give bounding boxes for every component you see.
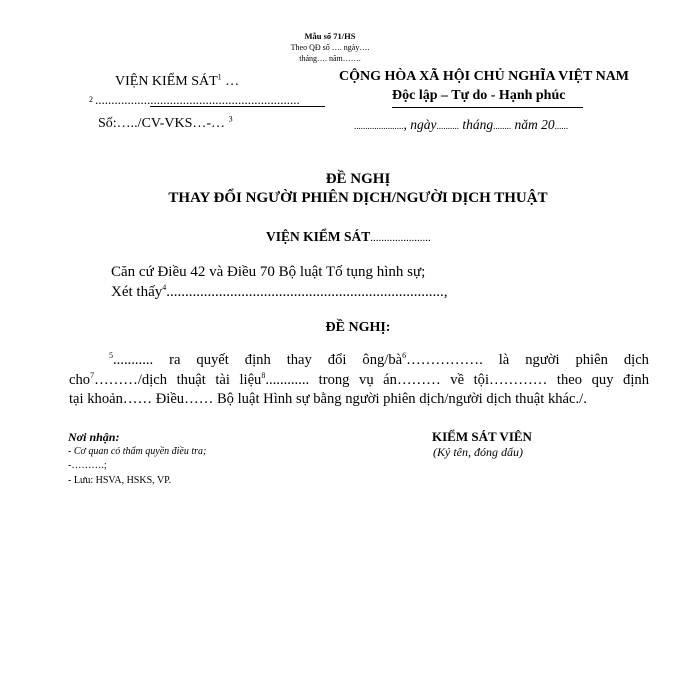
- whereas-dots: ..........................................................................,: [166, 284, 448, 300]
- recipient-item: - Cơ quan có thẩm quyền điều tra;: [68, 446, 207, 457]
- footnote-marker-5: 5: [109, 351, 113, 361]
- footnote-marker-7: 7: [90, 370, 95, 380]
- month-dots: ........: [493, 121, 512, 131]
- place-date-line: [354, 117, 568, 133]
- document-title: THAY ĐỔI NGƯỜI PHIÊN DỊCH/NGƯỜI DỊCH THUẬT: [168, 190, 548, 206]
- addressee-dots: ......................: [370, 232, 431, 244]
- form-basis-line1: Theo QĐ số …. ngày….: [290, 43, 370, 52]
- footnote-marker-4: 4: [162, 283, 167, 292]
- request-line-2-part-a: cho: [69, 371, 91, 388]
- legal-basis: Căn cứ Điều 42 và Điều 70 Bộ luật Tố tụng hình sự;: [111, 264, 426, 280]
- signer-title: KIỂM SÁT VIÊN: [432, 429, 532, 444]
- document-number: [98, 116, 233, 132]
- sub-agency-dots: ...............................................................: [95, 92, 300, 107]
- month-label: tháng: [459, 117, 494, 132]
- footnote-marker-6: 6: [402, 351, 407, 361]
- motto-underline: [392, 107, 583, 108]
- request-line-3: tại khoản…… Điều…… Bộ luật Hình sự bằng người phiên dịch/người dịch thuật khác./.: [69, 391, 587, 407]
- sub-agency-underline: [150, 106, 325, 107]
- document-number-text: Số:…../CV-VKS…-…: [98, 116, 226, 131]
- request-line-2-part-b: ………/dịch thuật tài liệu: [94, 371, 262, 388]
- recipient-item: -……….;: [68, 460, 107, 471]
- signature-note: (Ký tên, đóng dấu): [433, 445, 523, 459]
- request-heading: ĐỀ NGHỊ:: [325, 320, 391, 335]
- day-dots: ..........: [436, 121, 459, 131]
- footnote-marker-8: 8: [261, 370, 266, 380]
- form-number: Mẫu số 71/HS: [304, 31, 356, 41]
- request-line-1: [69, 351, 649, 371]
- addressee-label: VIỆN KIỂM SÁT: [266, 229, 371, 244]
- place-dots: ......................: [354, 121, 404, 131]
- national-motto: Độc lập – Tự do - Hạnh phúc: [392, 88, 566, 103]
- footnote-marker-1: 1: [217, 72, 222, 82]
- whereas-label: Xét thấy: [111, 284, 163, 300]
- recipient-item: - Lưu: HSVA, HSKS, VP.: [68, 475, 172, 486]
- request-line-1-part-b: ……………. là người phiên dịch: [406, 352, 649, 368]
- footnote-marker-3: 3: [228, 114, 233, 124]
- request-line-2: [69, 371, 649, 391]
- form-basis-line2: tháng…. năm…….: [299, 54, 361, 63]
- national-title: CỘNG HÒA XÃ HỘI CHỦ NGHĨA VIỆT NAM: [339, 69, 630, 84]
- document-type: ĐỀ NGHỊ: [325, 171, 391, 187]
- request-body: [69, 351, 649, 410]
- addressee: [266, 229, 431, 245]
- request-line-1-part-a: ........... ra quyết định thay đổi ông/bà: [113, 352, 403, 368]
- year-dots: ......: [554, 121, 569, 131]
- agency-suffix: …: [221, 74, 240, 89]
- recipients-heading: Nơi nhận:: [68, 430, 120, 444]
- request-line-2-part-c: ............ trong vụ án……… về tội………… theo quy định: [265, 371, 649, 388]
- agency-name: VIỆN KIỂM SÁT: [115, 74, 218, 89]
- day-label: , ngày: [403, 117, 437, 132]
- footnote-marker-2: 2: [89, 95, 93, 104]
- whereas-clause: [111, 284, 447, 301]
- issuing-agency: [115, 74, 239, 90]
- year-label: năm 20: [511, 117, 555, 132]
